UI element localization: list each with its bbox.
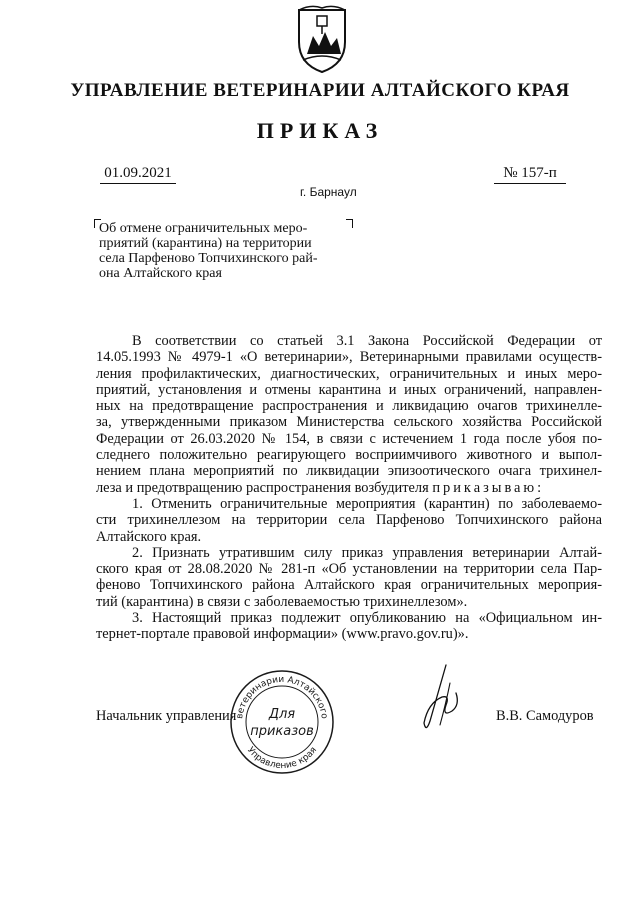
body-line: за, утвержденными приказом Министерства сельского хозяйства Российской (96, 414, 602, 431)
body-line: Федерации от 26.03.2020 № 154, в связи с истечением 1 года после убоя по- (96, 430, 602, 447)
item-2-line: тий (карантина) в связи с заболеваемостью трихинеллезом». (96, 593, 468, 610)
body-line: следнего положительно реагирующего восприимчивого животного и выпол- (96, 447, 602, 464)
order-keyword: приказываю: (432, 479, 545, 496)
item-1-line: Алтайского края. (96, 528, 202, 545)
body-line: приятий, установления и отмены карантина и иных ограничений, направлен- (96, 381, 602, 398)
item-3-line: тернет-портале правовой информации» (www.pravo.gov.ru)». (96, 626, 469, 643)
coat-of-arms-icon (293, 2, 351, 74)
body-line: В соответствии со статьей 3.1 Закона Российской Федерации от (132, 333, 602, 349)
document-city: г. Барнаул (300, 185, 357, 199)
signatory-name: В.В. Самодуров (496, 708, 594, 724)
official-stamp-icon (228, 668, 336, 776)
body-line: ных на предотвращение распространения и ликвидацию очагов трихинелле- (96, 398, 602, 415)
item-1-line: 1. Отменить ограничительные мероприятия (карантин) по заболеваемо- (132, 495, 602, 512)
body-line-order (96, 480, 602, 496)
document-body (96, 333, 602, 643)
body-line: 14.05.1993 № 4979-1 «О ветеринарии», Ветеринарными правилами осуществ- (96, 349, 602, 366)
item-3-line: 3. Настоящий приказ подлежит опубликованию на «Официальном ин- (132, 610, 602, 627)
body-line: нением плана мероприятий по ликвидации эпизоотического очага трихинел- (96, 463, 602, 480)
handwritten-signature-icon (416, 663, 466, 735)
document-number: № 157-п (494, 165, 566, 184)
stamp-center-line-1: Для (268, 707, 296, 722)
document-type: ПРИКАЗ (256, 118, 384, 143)
document-subject (99, 221, 351, 281)
stamp-center-line-2: приказов (250, 724, 314, 739)
body-line-text: леза и предотвращению распространения возбудителя (96, 479, 433, 496)
item-2-line: ского края от 28.08.2020 № 281-п «Об установлении на территории села Пар- (96, 561, 602, 578)
stamp-bottom-text: Управление края (244, 745, 320, 772)
document-date: 01.09.2021 (100, 165, 176, 184)
organization-title: УПРАВЛЕНИЕ ВЕТЕРИНАРИИ АЛТАЙСКОГО КРАЯ (70, 80, 570, 101)
subject-line: Об отмене ограничительных меро- (99, 221, 308, 236)
signatory-title: Начальник управления (96, 708, 237, 724)
item-1-line: сти трихинеллезом на территории села Парфеново Топчихинского района (96, 512, 602, 529)
subject-line: приятий (карантина) на территории (99, 236, 312, 251)
stamp-top-text: ветеринарии Алтайского (235, 674, 329, 720)
subject-line: она Алтайского края (99, 266, 222, 281)
item-2-line: 2. Признать утратившим силу приказ управления ветеринарии Алтай- (132, 544, 602, 561)
body-line: ления профилактических, диагностических, ограничительных и иных меро- (96, 365, 602, 382)
subject-line: села Парфеново Топчихинского рай- (99, 251, 318, 266)
item-2-line: феново Топчихинского района Алтайского края ограничительных мероприя- (96, 577, 602, 594)
